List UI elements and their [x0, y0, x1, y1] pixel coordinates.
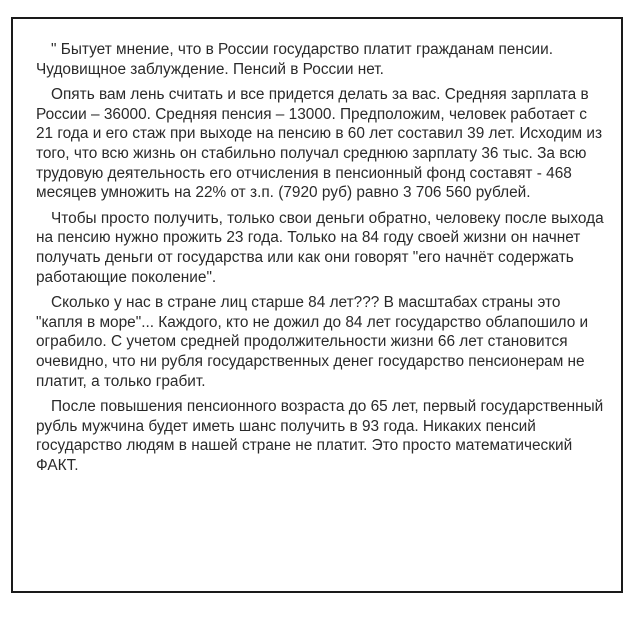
paragraph-2: Опять вам лень считать и все придется делать за вас. Средняя зарплата в России – 36000. Средняя пенсия – 13000. Предположим, человек работает с 21 года и его стаж при выходе на пенсию в 60 лет составил 39 лет. Исходим из того, что всю жизнь он стабильно получал среднюю зарплату 36 тыс. За всю трудовую деятельность его отчисления в пенсионный фонд составят - 468 месяцев умножить на 22% от з.п. (7920 руб) равно 3 706 560 рублей.	[36, 86, 603, 202]
paragraph-3: Чтобы просто получить, только свои деньги обратно, человеку после выхода на пенсию нужно прожить 23 года. Только на 84 году своей жизни он начнет получать деньги от государства или как они говорят "его начнёт содержать работающие поколение".	[36, 209, 604, 286]
paragraph-5: После повышения пенсионного возраста до 65 лет, первый государственный рубль мужчина будет иметь шанс получить в 93 года. Никаких пенсий государство людям в нашей стране не платит. Это просто математический ФАКТ.	[36, 398, 604, 474]
document-frame	[11, 17, 623, 593]
document-text	[36, 40, 608, 475]
paragraph-1: " Бытует мнение, что в России государство платит гражданам пенсии. Чудовищное заблуждение. Пенсий в России нет.	[36, 41, 554, 78]
paragraph-4: Сколько у нас в стране лиц старше 84 лет??? В масштабах страны это "капля в море"... Каждого, кто не дожил до 84 лет государство облапошило и ограбило. С учетом средней продолжительности жизни 66 лет становится очевидно, что ни рубля государственных денег государство пенсионерам не платит, а только грабит.	[36, 294, 589, 390]
